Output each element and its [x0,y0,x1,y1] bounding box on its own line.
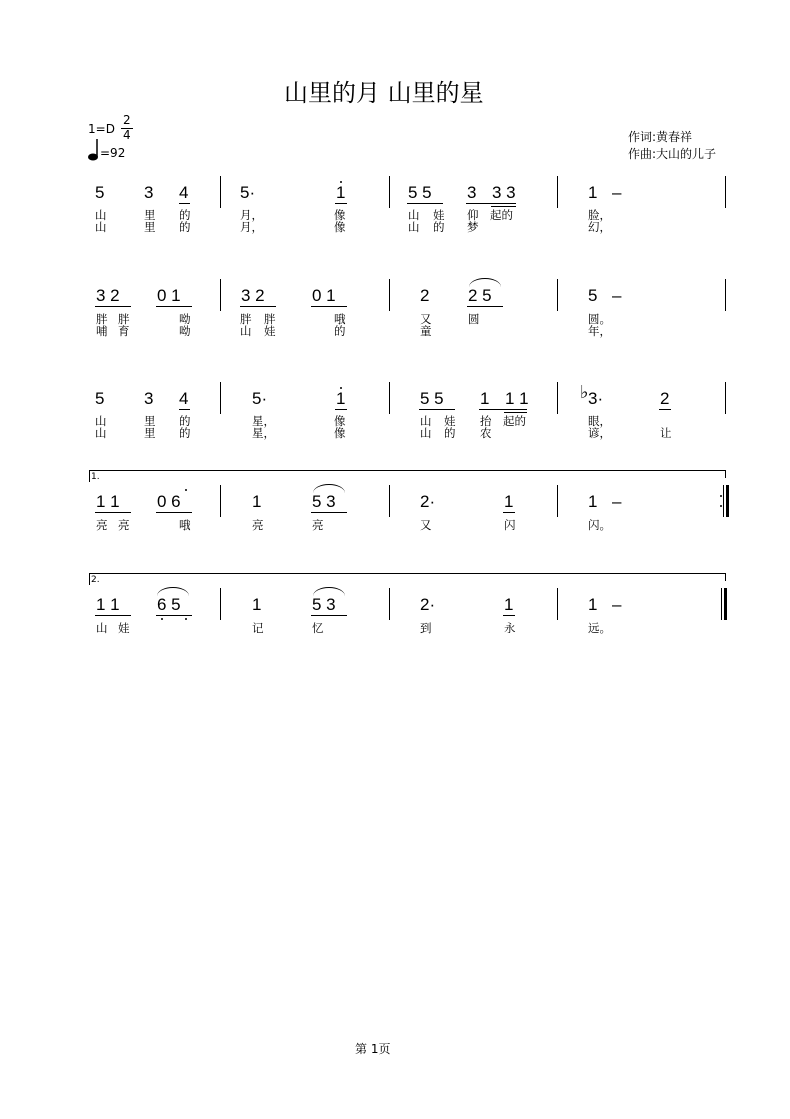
lyric: 里 [144,220,156,234]
lyric: 的 [444,426,456,440]
note: 1 [336,183,346,202]
note: 5 3 [312,595,336,614]
volta-label: 2. [91,575,100,585]
note: 1 1 [96,595,120,614]
lyric: 山 [420,426,432,440]
note: 2· [420,492,436,511]
key-signature: 1=D [88,122,115,136]
lyric: 像 [334,220,346,234]
note: 3 [467,183,477,202]
note: 1 1 [96,492,120,511]
flat-icon: ♭ [580,382,589,403]
note: 1 1 [505,389,529,408]
repeat-barline [726,485,729,517]
lyric: 胖 [240,312,252,326]
note: 4 [179,389,189,408]
lyric: 的 [179,220,191,234]
lyric: 年， [588,324,611,338]
note: 1 [252,595,262,614]
lyric: 山 [408,208,420,222]
lyric: 呦 [179,312,191,326]
note: 6 5 [157,595,181,614]
lyric: 谚， [588,426,611,440]
time-sig-top: 2 [123,113,131,127]
note: 3 2 [241,286,265,305]
note: 1 [336,389,346,408]
lyric: 胖 [264,312,276,326]
note: 3 2 [96,286,120,305]
note: 1 [504,595,514,614]
lyric: 育 [118,324,130,338]
lyricist-credit: 作词:黄春祥 [628,130,693,144]
page-number: 第 1页 [355,1042,391,1056]
lyric: 抬 [480,414,492,428]
lyric: 忆 [312,621,324,635]
composer-credit: 作曲:大山的儿子 [628,147,717,161]
lyric: 娃 [118,621,130,635]
volta-bracket [89,470,726,471]
lyric: 亮 [96,518,108,532]
lyric: 星， [252,414,275,428]
lyric: 山 [240,324,252,338]
note: 0 1 [157,286,181,305]
lyric: 又 [420,518,432,532]
note: 1 [588,492,598,511]
lyric: 的 [179,426,191,440]
lyric: 里 [144,414,156,428]
note: 5 5 [420,389,444,408]
lyric: 圆。 [588,312,611,326]
page-title: 山里的月 山里的星 [284,79,484,107]
time-sig-bottom: 4 [123,128,131,142]
lyric: 月， [240,220,263,234]
lyric: 的 [179,414,191,428]
lyric: 的 [334,324,346,338]
note: 3 [144,389,154,408]
repeat-dot [720,505,722,507]
note: 5 5 [408,183,432,202]
lyric: 闪 [504,518,516,532]
note: 5· [240,183,256,202]
lyric: 哦 [179,518,191,532]
note: 5 [95,389,105,408]
lyric: 像 [334,426,346,440]
note: 5 [588,286,598,305]
lyric: 让 [660,426,672,440]
note: 2 [420,286,430,305]
lyric: 呦 [179,324,191,338]
lyric: 记 [252,621,264,635]
note: 3· [588,389,604,408]
lyric: 脸， [588,208,611,222]
note: 0 6 [157,492,181,511]
lyric: 圆 [468,312,480,326]
lyric: 仰 [467,208,479,222]
lyric: 农 [480,426,492,440]
lyric: 梦 [467,220,479,234]
lyric: 月， [240,208,263,222]
quarter-note-icon [86,138,100,162]
lyric: 像 [334,208,346,222]
note: – [612,286,622,305]
note: 1 [588,595,598,614]
lyric: 娃 [444,414,456,428]
note: 5· [252,389,268,408]
note: 1 [252,492,262,511]
note: – [612,595,622,614]
note: 1 [588,183,598,202]
note: 3 [144,183,154,202]
note: 1 [480,389,490,408]
note: 0 1 [312,286,336,305]
lyric: 山 [95,208,107,222]
note: 4 [179,183,189,202]
note: 5 3 [312,492,336,511]
lyric: 山 [95,220,107,234]
lyric: 闪。 [588,518,611,532]
final-barline [724,588,727,620]
lyric: 山 [420,414,432,428]
note: 5 [95,183,105,202]
lyric: 里 [144,426,156,440]
lyric: 山 [95,414,107,428]
volta-bracket [89,573,726,574]
lyric: 像 [334,414,346,428]
lyric: 的 [433,220,445,234]
lyric: 到 [420,621,432,635]
lyric: 幻， [588,220,611,234]
lyric: 亮 [312,518,324,532]
note: – [612,183,622,202]
lyric: 远。 [588,621,611,635]
lyric: 哦 [334,312,346,326]
note: 2 5 [468,286,492,305]
lyric: 胖 [96,312,108,326]
lyric: 胖 [118,312,130,326]
lyric: 亮 [118,518,130,532]
lyric: 娃 [433,208,445,222]
lyric: 又 [420,312,432,326]
lyric: 哺 [96,324,108,338]
repeat-dot [720,495,722,497]
note: – [612,492,622,511]
lyric: 山 [95,426,107,440]
volta-label: 1. [91,472,100,482]
lyric: 起的 [503,414,526,428]
lyric: 的 [179,208,191,222]
lyric: 山 [408,220,420,234]
note: 2 [660,389,670,408]
lyric: 眼， [588,414,611,428]
lyric: 童 [420,324,432,338]
lyric: 娃 [264,324,276,338]
tempo-value: =92 [100,146,126,160]
note: 2· [420,595,436,614]
lyric: 山 [96,621,108,635]
lyric: 星， [252,426,275,440]
lyric: 永 [504,621,516,635]
lyric: 起的 [490,208,513,222]
lyric: 里 [144,208,156,222]
lyric: 亮 [252,518,264,532]
note: 1 [504,492,514,511]
note: 3 3 [492,183,516,202]
